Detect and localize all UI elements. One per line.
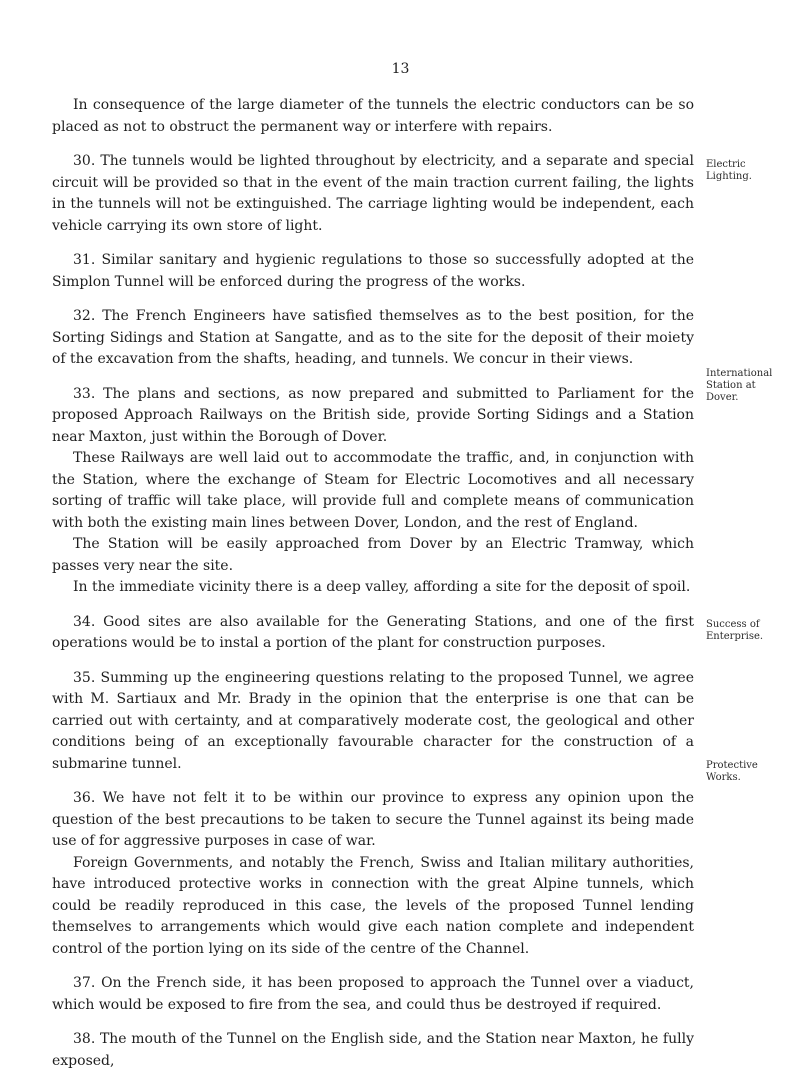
paragraph-36-foreign: Foreign Governments, and notably the French, Swiss and Italian military authorities, have introduced protective works in connection with the great Alpine tunnels, which could be readily reproduced in this case, the levels of the proposed Tunnel lending themselves to arrangements which would give each nation complete and independent control of the portion lying on its side of the centre of the Channel.: [52, 854, 694, 957]
paragraph-intro: In consequence of the large diameter of the tunnels the electric conductors can be so placed as not to obstruct the permanent way or interfere with repairs.: [52, 97, 694, 135]
paragraph-35: 35. Summing up the engineering questions relating to the proposed Tunnel, we agree with M. Sartiaux and Mr. Brady in the opinion that the enterprise is one that can be carried out with certainty, and at comparatively moderate cost, the geological and other conditions being of an exceptionally favourable character for the construction of a submarine tunnel.: [52, 669, 694, 772]
sidenote-success-of-enterprise: Success of Enterprise.: [706, 619, 764, 642]
paragraph-38: 38. The mouth of the Tunnel on the English side, and the Station near Maxton, he fully exposed,: [52, 1031, 694, 1069]
paragraph-33-tramway: The Station will be easily approached from Dover by an Electric Tramway, which passes very near the site.: [52, 536, 694, 574]
paragraph-32: 32. The French Engineers have satisfied themselves as to the best position, for the Sorting Sidings and Station at Sangatte, and as to the site for the deposit of their moiety of the excavation from the shafts, heading, and tunnels. We concur in their views.: [52, 308, 694, 367]
sidenote-protective-works: Protective Works.: [706, 760, 758, 783]
sidenote-electric-lighting: Electric Lighting.: [706, 159, 752, 182]
paragraph-36: 36. We have not felt it to be within our province to express any opinion upon the question of the best precautions to be taken to secure the Tunnel against its being made use of for aggressive purposes in case of war.: [52, 790, 694, 849]
paragraph-37: 37. On the French side, it has been proposed to approach the Tunnel over a viaduct, which would be exposed to fire from the sea, and could thus be destroyed if required.: [52, 975, 694, 1013]
paragraph-34: 34. Good sites are also available for the Generating Stations, and one of the first operations would be to instal a portion of the plant for construction purposes.: [52, 613, 694, 651]
page-number: 13: [391, 61, 410, 77]
paragraph-33-spoil: In the immediate vicinity there is a deep valley, affording a site for the deposit of spoil.: [73, 579, 691, 595]
body-text: [52, 95, 694, 1072]
paragraph-30: 30. The tunnels would be lighted throughout by electricity, and a separate and special circuit will be provided so that in the event of the main traction current failing, the lights in the tunnels will not be extinguished. The carriage lighting would be independent, each vehicle carrying its own store of light.: [52, 153, 694, 234]
paragraph-33-railways: These Railways are well laid out to accommodate the traffic, and, in conjunction with the Station, where the exchange of Steam for Electric Locomotives and all necessary sorting of traffic will take place, will provide full and complete means of communication with both the existing main lines between Dover, London, and the rest of England.: [52, 450, 694, 531]
paragraph-31: 31. Similar sanitary and hygienic regulations to those so successfully adopted at the Simplon Tunnel will be enforced during the progress of the works.: [52, 252, 694, 290]
paragraph-33: 33. The plans and sections, as now prepared and submitted to Parliament for the proposed Approach Railways on the British side, provide Sorting Sidings and a Station near Maxton, just within the Borough of Dover.: [52, 385, 694, 445]
sidenote-international-station: International Station at Dover.: [706, 368, 773, 403]
